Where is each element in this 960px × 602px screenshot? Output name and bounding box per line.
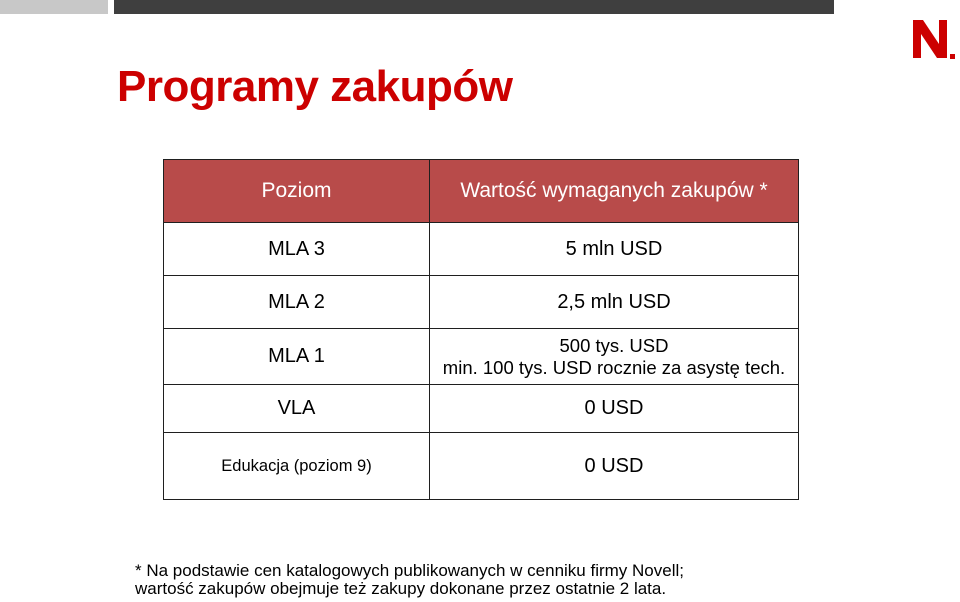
value-line-1: 500 tys. USD: [559, 334, 669, 356]
value-cell: 0 USD: [430, 385, 799, 433]
value-cell: 5 mln USD: [430, 223, 799, 276]
value-line-2: min. 100 tys. USD rocznie za asystę tech.: [442, 356, 786, 378]
top-bar-light: [0, 0, 108, 14]
slide-title: Programy zakupów: [117, 62, 513, 111]
table-row: [164, 385, 799, 433]
header-level: Poziom: [164, 160, 430, 223]
novell-logo-icon: [907, 14, 957, 62]
footnote-line-2: wartość zakupów obejmuje też zakupy dokonane przez ostatnie 2 lata.: [135, 579, 667, 598]
header-value: Wartość wymaganych zakupów *: [430, 160, 799, 223]
table-row: [164, 433, 799, 500]
level-cell: Edukacja (poziom 9): [164, 433, 430, 500]
table-row: [164, 223, 799, 276]
table-row: [164, 329, 799, 385]
top-bar-dark: [114, 0, 834, 14]
footnote-line-1: * Na podstawie cen katalogowych publikowanych w cenniku firmy Novell;: [135, 561, 684, 580]
table-row: [164, 276, 799, 329]
value-cell: [430, 329, 799, 385]
footnote: [135, 562, 684, 598]
level-cell: MLA 1: [164, 329, 430, 385]
level-cell: VLA: [164, 385, 430, 433]
level-cell: MLA 3: [164, 223, 430, 276]
purchase-levels-table: [163, 159, 799, 500]
level-cell: MLA 2: [164, 276, 430, 329]
value-cell: 2,5 mln USD: [430, 276, 799, 329]
table-header-row: [164, 160, 799, 223]
value-cell: 0 USD: [430, 433, 799, 500]
